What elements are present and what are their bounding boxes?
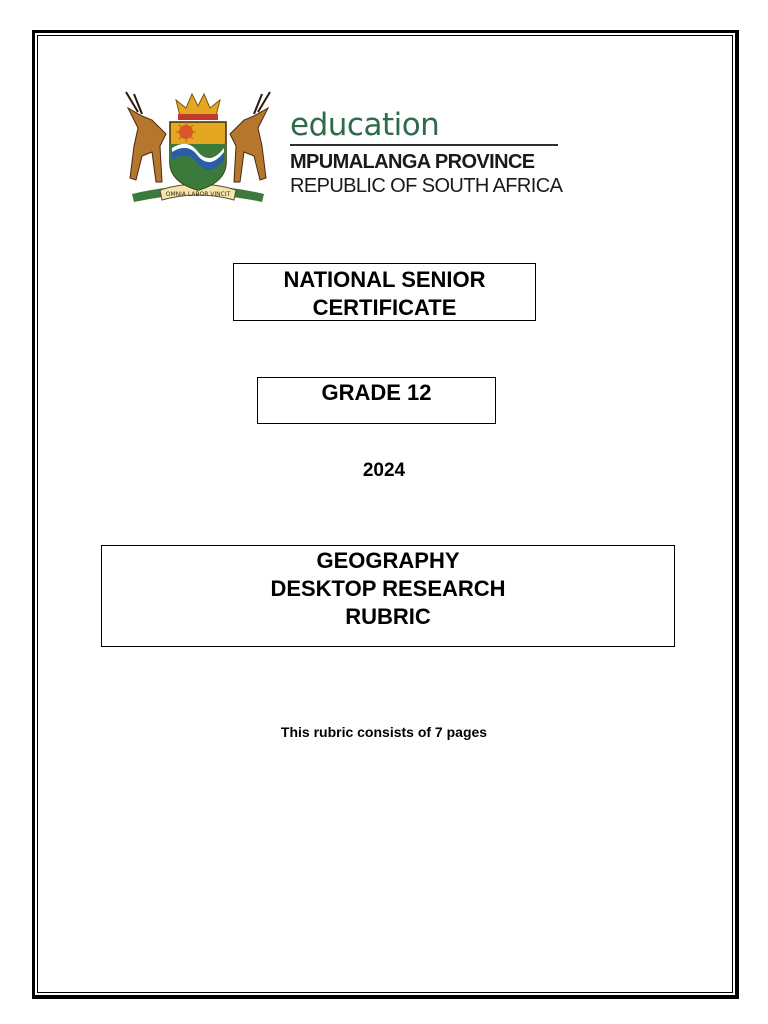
department-text xyxy=(290,108,570,198)
page-count-note: This rubric consists of 7 pages xyxy=(280,724,488,740)
province-name: MPUMALANGA PROVINCE xyxy=(290,151,535,173)
department-header xyxy=(112,86,572,210)
certificate-title-line1: NATIONAL SENIOR xyxy=(283,267,486,292)
grade-label: GRADE 12 xyxy=(321,380,432,405)
coat-of-arms-icon xyxy=(112,86,284,210)
exam-year: 2024 xyxy=(362,460,406,481)
certificate-title-line2: CERTIFICATE xyxy=(312,295,457,320)
grade-box xyxy=(257,377,496,424)
certificate-title-box xyxy=(233,263,536,321)
subject-box xyxy=(101,545,675,647)
country-name: REPUBLIC OF SOUTH AFRICA xyxy=(290,175,563,197)
department-word: education xyxy=(290,108,558,146)
crest-motto: OMNIA LABOR VINCIT xyxy=(165,191,231,198)
subject-line2: DESKTOP RESEARCH xyxy=(270,576,506,601)
subject-line1: GEOGRAPHY xyxy=(316,548,460,573)
subject-line3: RUBRIC xyxy=(345,604,431,629)
